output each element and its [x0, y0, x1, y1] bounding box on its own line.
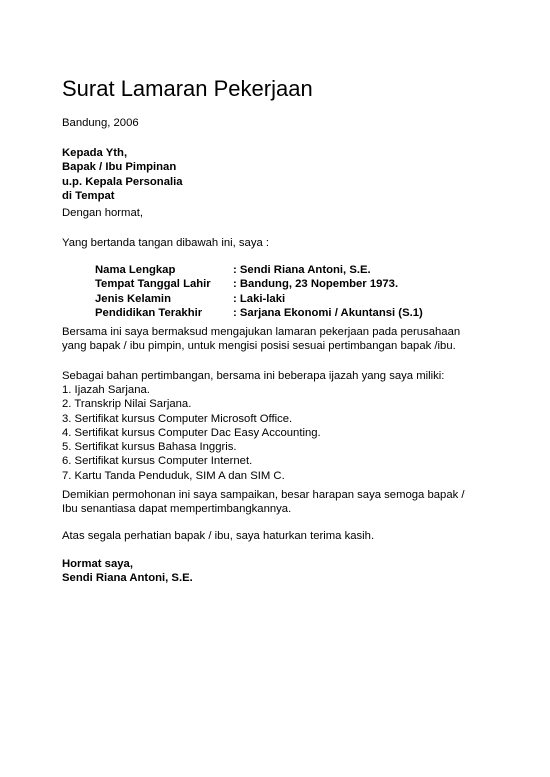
info-row: [95, 292, 423, 306]
info-row: [95, 306, 423, 320]
info-value: : Sarjana Ekonomi / Akuntansi (S.1): [233, 306, 423, 319]
attachments-intro: Sebagai bahan pertimbangan, bersama ini beberapa ijazah yang saya miliki:: [62, 370, 445, 382]
signoff: Hormat saya,: [62, 558, 133, 570]
info-value: : Bandung, 23 Nopember 1973.: [233, 278, 399, 291]
paragraph-line: Bersama ini saya bermaksud mengajukan lamaran pekerjaan pada perusahaan: [62, 326, 461, 338]
recipient-line: di Tempat: [62, 189, 115, 202]
recipient-line: u.p. Kepala Personalia: [62, 175, 183, 188]
recipient-block: [62, 146, 183, 203]
intro-line: Yang bertanda tangan dibawah ini, saya :: [62, 237, 270, 249]
document-title: Surat Lamaran Pekerjaan: [62, 76, 313, 101]
list-item: 6. Sertifikat kursus Computer Internet.: [62, 455, 253, 468]
list-item: 5. Sertifikat kursus Bahasa Inggris.: [62, 441, 237, 454]
recipient-line: Kepada Yth,: [62, 147, 128, 159]
info-value: : Laki-laki: [233, 292, 286, 305]
thanks-line: Atas segala perhatian bapak / ibu, saya haturkan terima kasih.: [62, 530, 375, 542]
info-label: Tempat Tanggal Lahir: [95, 278, 211, 291]
personal-info-table: [95, 263, 423, 320]
list-item: 2. Transkrip Nilai Sarjana.: [62, 398, 192, 411]
list-item: 4. Sertifikat kursus Computer Dac Easy Accounting.: [62, 426, 321, 439]
info-label: Nama Lengkap: [95, 264, 176, 276]
closing-paragraph: [62, 488, 465, 517]
greeting: Dengan hormat,: [62, 207, 144, 219]
list-item: 7. Kartu Tanda Penduduk, SIM A dan SIM C.: [62, 469, 285, 482]
purpose-paragraph: [62, 325, 460, 354]
recipient-line: Bapak / Ibu Pimpinan: [62, 161, 177, 174]
signer-name: Sendi Riana Antoni, S.E.: [62, 572, 193, 585]
paragraph-line: yang bapak / ibu pimpin, untuk mengisi posisi sesuai pertimbangan bapak /ibu.: [62, 340, 456, 353]
signature-block: [62, 557, 193, 586]
place-date: Bandung, 2006: [62, 117, 139, 129]
info-row: [95, 263, 423, 277]
info-label: Pendidikan Terakhir: [95, 306, 203, 319]
paragraph-line: Demikian permohonan ini saya sampaikan, besar harapan saya semoga bapak /: [62, 489, 465, 501]
info-row: [95, 277, 423, 291]
paragraph-line: Ibu senantiasa dapat mempertimbangkannya.: [62, 503, 292, 516]
info-value: : Sendi Riana Antoni, S.E.: [233, 264, 371, 276]
list-item: 3. Sertifikat kursus Computer Microsoft Office.: [62, 412, 293, 425]
attachments-list: [62, 383, 321, 483]
list-item: 1. Ijazah Sarjana.: [62, 384, 150, 396]
info-label: Jenis Kelamin: [95, 292, 171, 305]
